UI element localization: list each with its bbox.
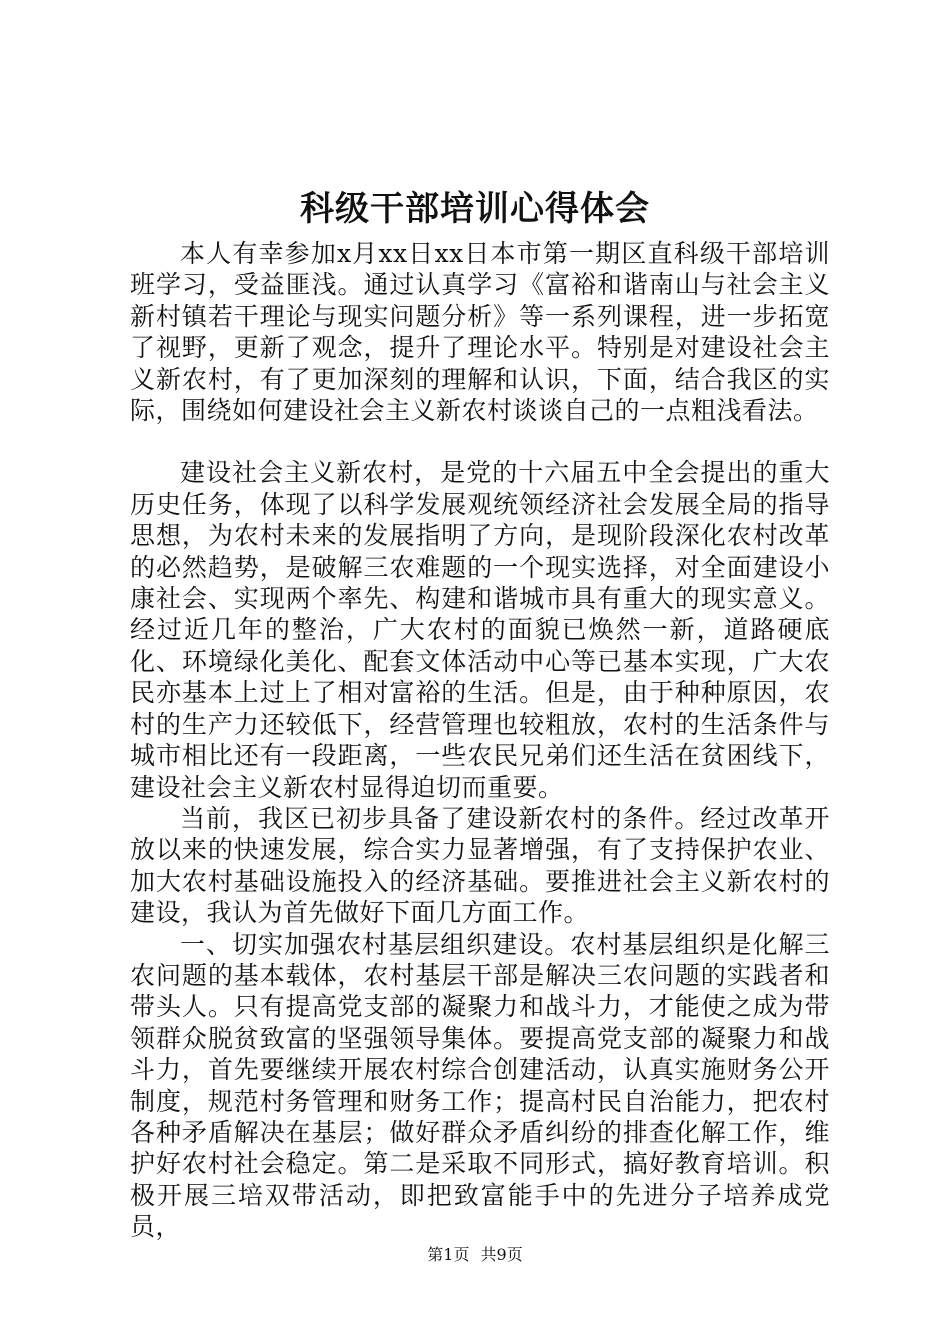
document-body (130, 238, 830, 1243)
paragraph-current-status: 当前，我区已初步具备了建设新农村的条件。经过改革开放以来的快速发展，综合实力显著增强，有了支持保护农业、加大农村基础设施投入的经济基础。要推进社会主义新农村的建设，我认为首先做好下面几方面工作。 (130, 803, 830, 928)
page-number-total: 共9页 (480, 1245, 523, 1264)
paragraph-background: 建设社会主义新农村，是党的十六届五中全会提出的重大历史任务，体现了以科学发展观统领经济社会发展全局的指导思想，为农村未来的发展指明了方向，是现阶段深化农村改革的必然趋势，是破解三农难题的一个现实选择，对全面建设小康社会、实现两个率先、构建和谐城市具有重大的现实意义。经过近几年的整治，广大农村的面貌已焕然一新，道路硬底化、环境绿化美化、配套文体活动中心等已基本实现，广大农民亦基本上过上了相对富裕的生活。但是，由于种种原因，农村的生产力还较低下，经营管理也较粗放，农村的生活条件与城市相比还有一段距离，一些农民兄弟们还生活在贫困线下，建设社会主义新农村显得迫切而重要。 (130, 458, 830, 802)
page-number-current: 第1页 (427, 1245, 470, 1264)
paragraph-point-one: 一、切实加强农村基层组织建设。农村基层组织是化解三农问题的基本载体，农村基层干部是解决三农问题的实践者和带头人。只有提高党支部的凝聚力和战斗力，才能使之成为带领群众脱贫致富的坚强领导集体。要提高党支部的凝聚力和战斗力，首先要继续开展农村综合创建活动，认真实施财务公开制度，规范村务管理和财务工作；提高村民自治能力，把农村各种矛盾解决在基层；做好群众矛盾纠纷的排查化解工作，维护好农村社会稳定。第二是采取不同形式，搞好教育培训。积极开展三培双带活动，即把致富能手中的先进分子培养成党员， (130, 929, 830, 1242)
paragraph-intro: 本人有幸参加x月xx日xx日本市第一期区直科级干部培训班学习，受益匪浅。通过认真学习《富裕和谐南山与社会主义新村镇若干理论与现实问题分析》等一系列课程，进一步拓宽了视野，更新了观念，提升了理论水平。特别是对建设社会主义新农村，有了更加深刻的理解和认识，下面，结合我区的实际，围绕如何建设社会主义新农村谈谈自己的一点粗浅看法。 (130, 239, 830, 426)
page-footer (0, 1243, 950, 1267)
document-title: 科级干部培训心得体会 (300, 189, 650, 229)
